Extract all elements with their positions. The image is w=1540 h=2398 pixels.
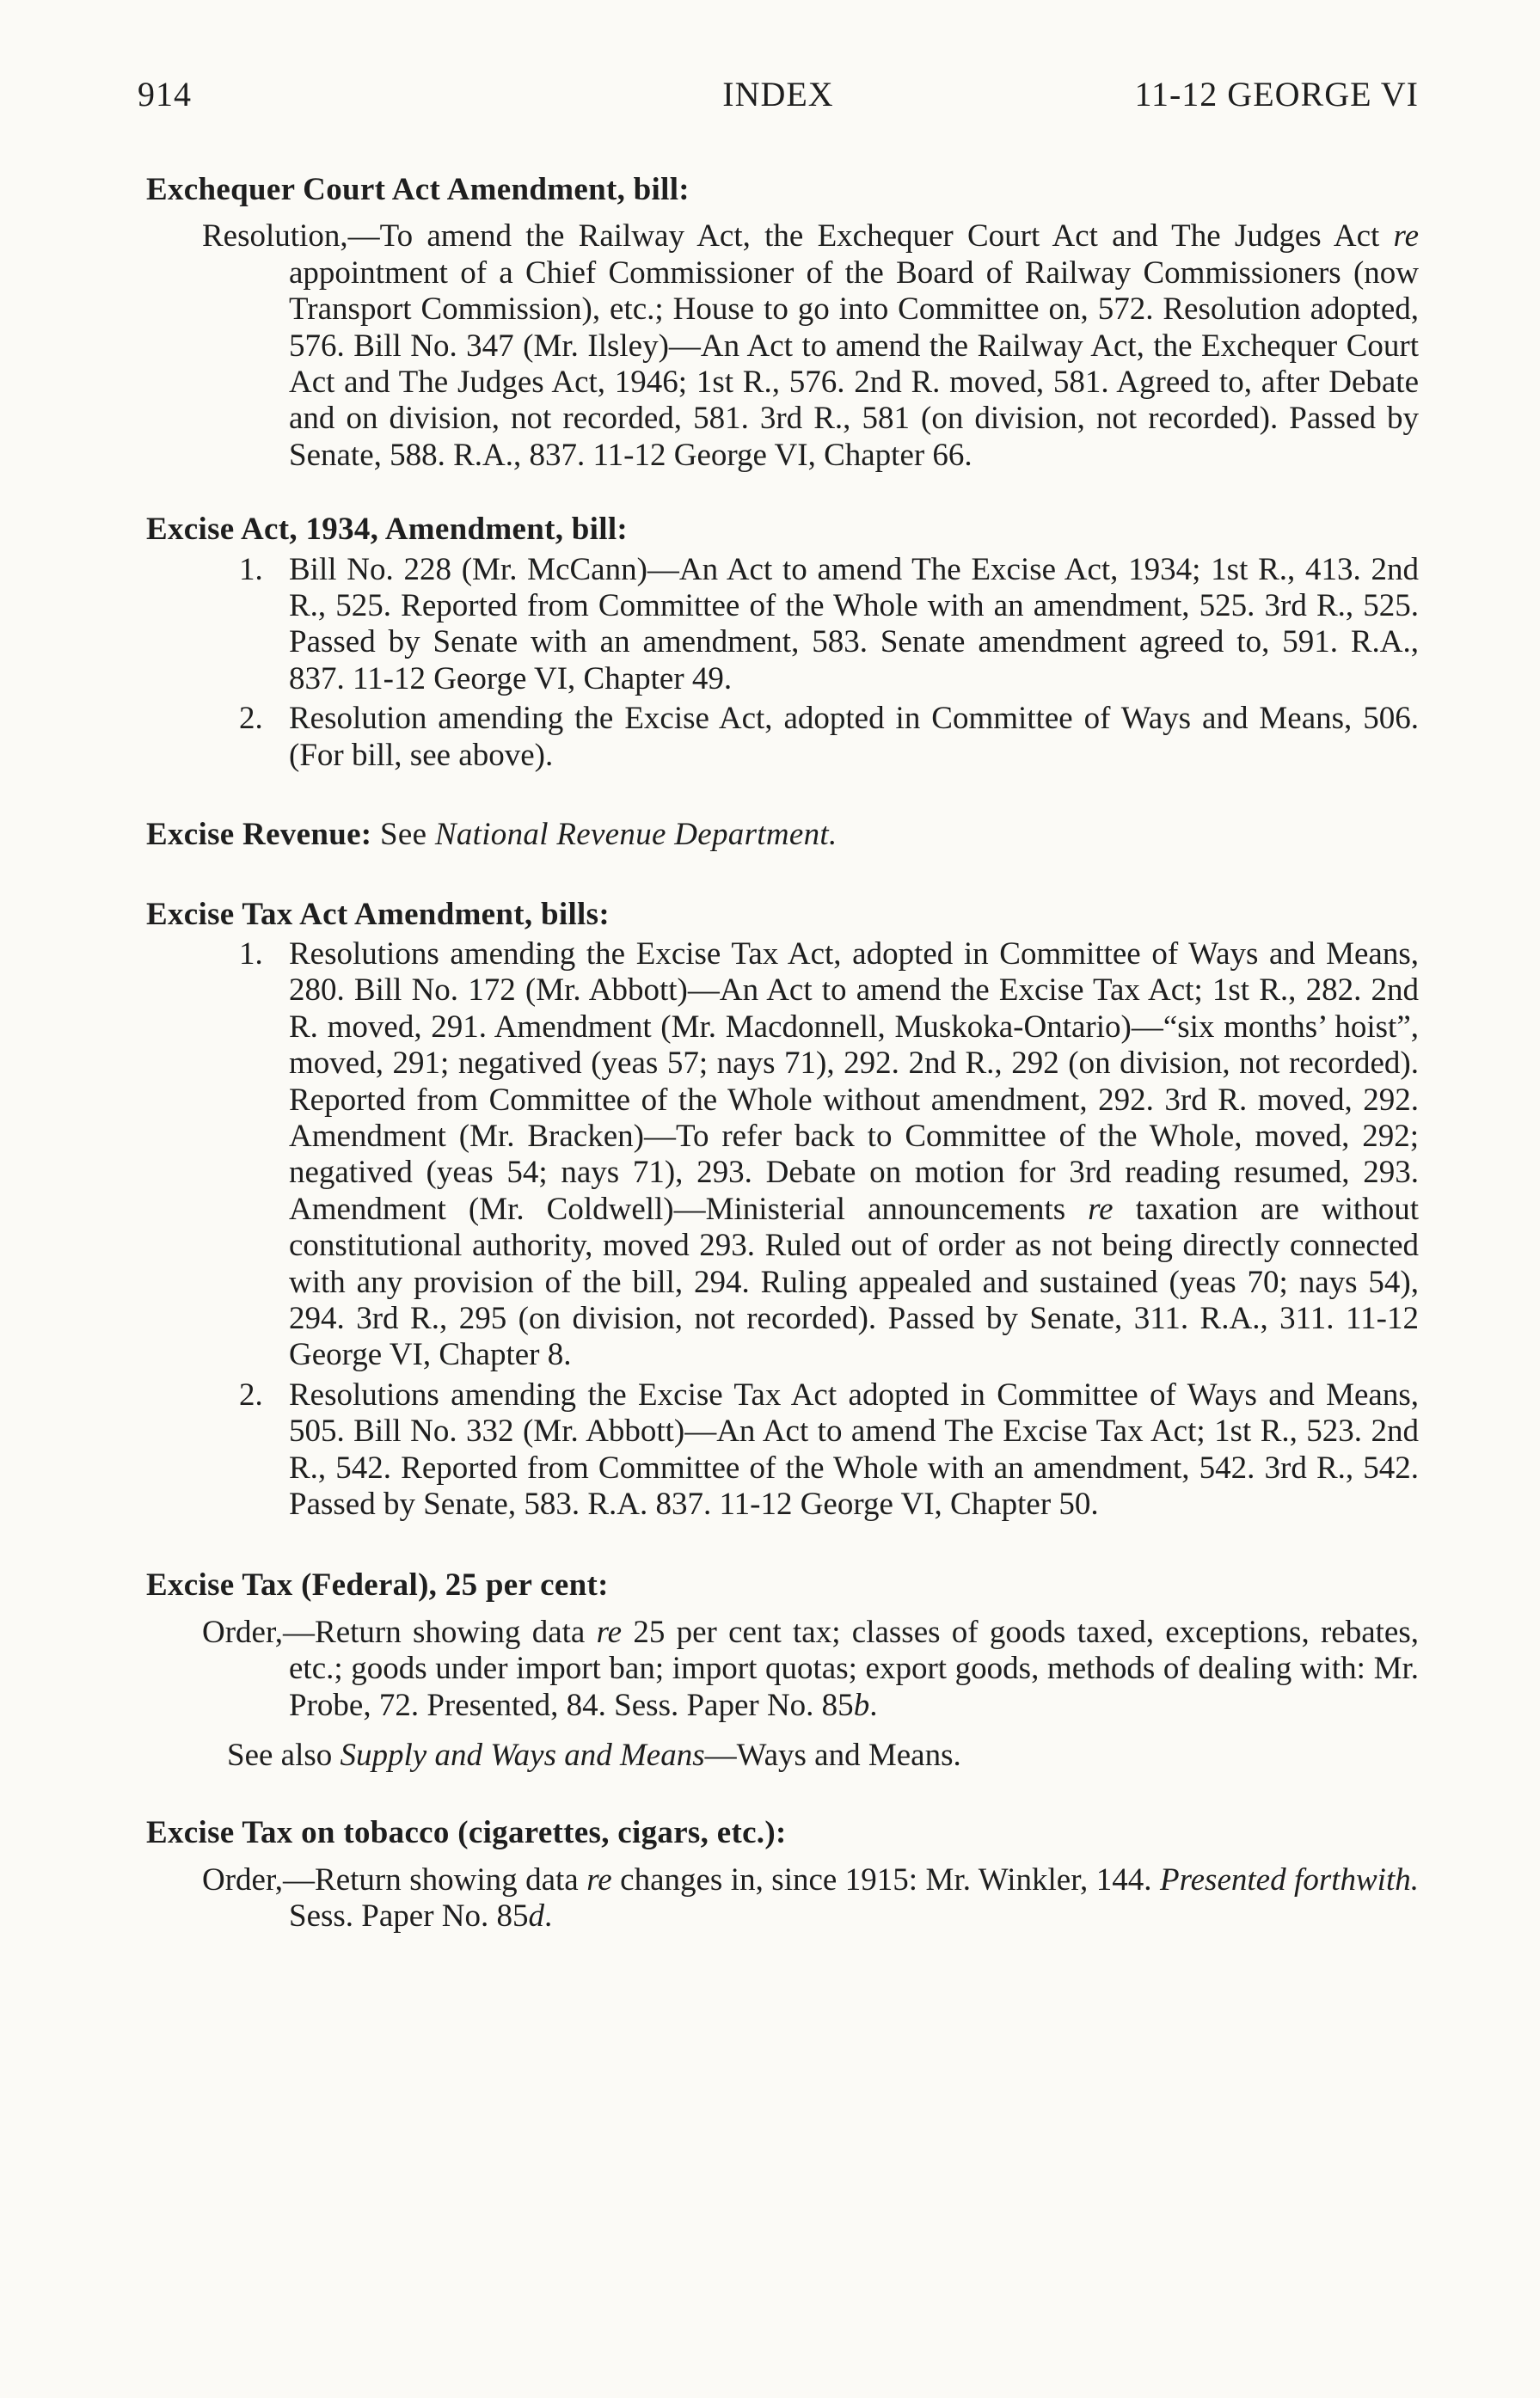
list-item — [146, 552, 1419, 698]
see-text: See — [371, 817, 435, 853]
item-text — [289, 936, 1419, 1374]
latin-re: re — [586, 1861, 612, 1898]
paper-suffix: b — [853, 1687, 870, 1723]
item-number: 1. — [239, 551, 263, 587]
session-label: 11-12 GEORGE VI — [1134, 75, 1419, 113]
latin-re: re — [1393, 218, 1419, 255]
entry-text-part: Order,—Return showing data — [202, 1614, 597, 1650]
entry-text-part: Order,—Return showing data — [202, 1861, 587, 1898]
entry-excise-tax-act — [146, 897, 1419, 1524]
cross-reference-suffix: —Ways and Means. — [704, 1738, 961, 1774]
index-content — [146, 172, 1419, 1935]
entry-text-part: changes in, since 1915: Mr. Winkler, 144. — [611, 1861, 1160, 1898]
item-text-part: Resolutions amending the Excise Tax Act, adopted in Committee of Ways and Means, 280. Bill No. 172 (Mr. Abbott)—An Act to amend the Excise Tax Act; 1st R., 282. 2nd R. moved, 291. Amendment (Mr. Macdonnell, Muskoka-Ontario)—“six months’ hoist”, moved, 291; negatived (yeas 57; nays 71), 292. 2nd R., 292 (on division, not recorded). Reported from Committee of the Whole without amendment, 292. 3rd R. moved, 292. Amendment (Mr. Bracken)—To refer back to Committee of the Whole, moved, 292; negatived (yeas 54; nays 71), 293. Debate on motion for 3rd reading resumed, 293. Amendment (Mr. Coldwell)—Ministerial announcements — [289, 935, 1419, 1227]
presented-note: Presented forthwith. — [1160, 1861, 1419, 1898]
entry-heading: Excise Tax Act Amendment, bills: — [146, 896, 610, 932]
page-number: 914 — [138, 75, 192, 113]
entry-excise-revenue — [146, 817, 1419, 853]
entry-heading: Excise Tax (Federal), 25 per cent: — [146, 1567, 609, 1604]
entry-exchequer-court-act — [146, 172, 1419, 474]
list-item — [146, 701, 1419, 774]
list-item — [146, 1377, 1419, 1524]
entry-excise-tax-tobacco — [146, 1815, 1419, 1935]
running-head — [138, 74, 1419, 117]
entry-text-part: . — [544, 1898, 553, 1935]
entry-text-part: Sess. Paper No. 85 — [289, 1898, 529, 1935]
item-text: Resolutions amending the Excise Tax Act adopted in Committee of Ways and Means, 505. Bill No. 332 (Mr. Abbott)—An Act to amend The Excise Tax Act; 1st R., 523. 2nd R., 542. Reported from Committee of the Whole with an amendment, 542. 3rd R., 542. Passed by Senate, 583. R.A. 837. 11-12 George VI, Chapter 50. — [289, 1377, 1419, 1522]
entry-heading: Excise Tax on tobacco (cigarettes, cigars, etc.): — [146, 1815, 787, 1851]
entry-text-part: appointment of a Chief Commissioner of the Board of Railway Commissioners (now Transport Commission), etc.; House to go into Committee on, 572. Resolution adopted, 576. Bill No. 347 (Mr. Ilsley)—An Act to amend the Railway Act, the Exchequer Court Act and The Judges Act, 1946; 1st R., 576. 2nd R. moved, 581. Agreed to, after Debate and on division, not recorded, 581. 3rd R., 581 (on division, not recorded). Passed by Senate, 588. R.A., 837. 11-12 George VI, Chapter 66. — [289, 255, 1419, 473]
latin-re: re — [1088, 1191, 1114, 1227]
entry-heading: Excise Act, 1934, Amendment, bill: — [146, 512, 629, 548]
list-item — [146, 936, 1419, 1374]
item-number: 1. — [239, 935, 263, 972]
item-number: 2. — [239, 701, 263, 737]
item-text: Resolution amending the Excise Act, adopted in Committee of Ways and Means, 506. (For bill, see above). — [289, 701, 1419, 773]
entry-text-part: 25 per cent tax; classes of goods taxed, exceptions, rebates, etc.; goods under import ban; import quotas; export goods, methods of dealing with: Mr. Probe, 72. Presented, 84. Sess. Paper No. 85 — [289, 1614, 1419, 1723]
entry-excise-act-1934 — [146, 512, 1419, 774]
entry-heading: Exchequer Court Act Amendment, bill: — [146, 172, 690, 207]
paper-suffix: d — [528, 1898, 545, 1935]
entry-text — [146, 1862, 1419, 1935]
entry-text — [146, 1615, 1419, 1724]
entry-text-part: . — [869, 1687, 878, 1723]
entry-heading: Excise Revenue: — [146, 817, 372, 853]
item-number: 2. — [239, 1377, 263, 1413]
see-also-line — [146, 1738, 1419, 1774]
latin-re: re — [596, 1614, 623, 1650]
entry-text — [146, 218, 1419, 474]
see-also-text: See also — [227, 1738, 341, 1774]
entry-text-part: Resolution,—To amend the Railway Act, the Exchequer Court Act and The Judges Act — [202, 218, 1394, 255]
item-text-part: taxation are without constitutional authority, moved 293. Ruled out of order as not being directly connected with any provision of the bill, 294. Ruling appealed and sustained (yeas 70; nays 54), 294. 3rd R., 295 (on division, not recorded). Passed by Senate, 311. R.A., 311. 11-12 George VI, Chapter 8. — [289, 1191, 1419, 1373]
cross-reference: Supply and Ways and Means — [340, 1738, 705, 1774]
item-text: Bill No. 228 (Mr. McCann)—An Act to amend The Excise Act, 1934; 1st R., 413. 2nd R., 525. Reported from Committee of the Whole with an amendment, 525. 3rd R., 525. Passed by Senate with an amendment, 583. Senate amendment agreed to, 591. R.A., 837. 11-12 George VI, Chapter 49. — [289, 551, 1419, 696]
entry-line — [146, 817, 1419, 853]
page-title: INDEX — [722, 75, 834, 113]
cross-reference: National Revenue Department. — [434, 817, 837, 853]
entry-excise-tax-federal — [146, 1567, 1419, 1774]
